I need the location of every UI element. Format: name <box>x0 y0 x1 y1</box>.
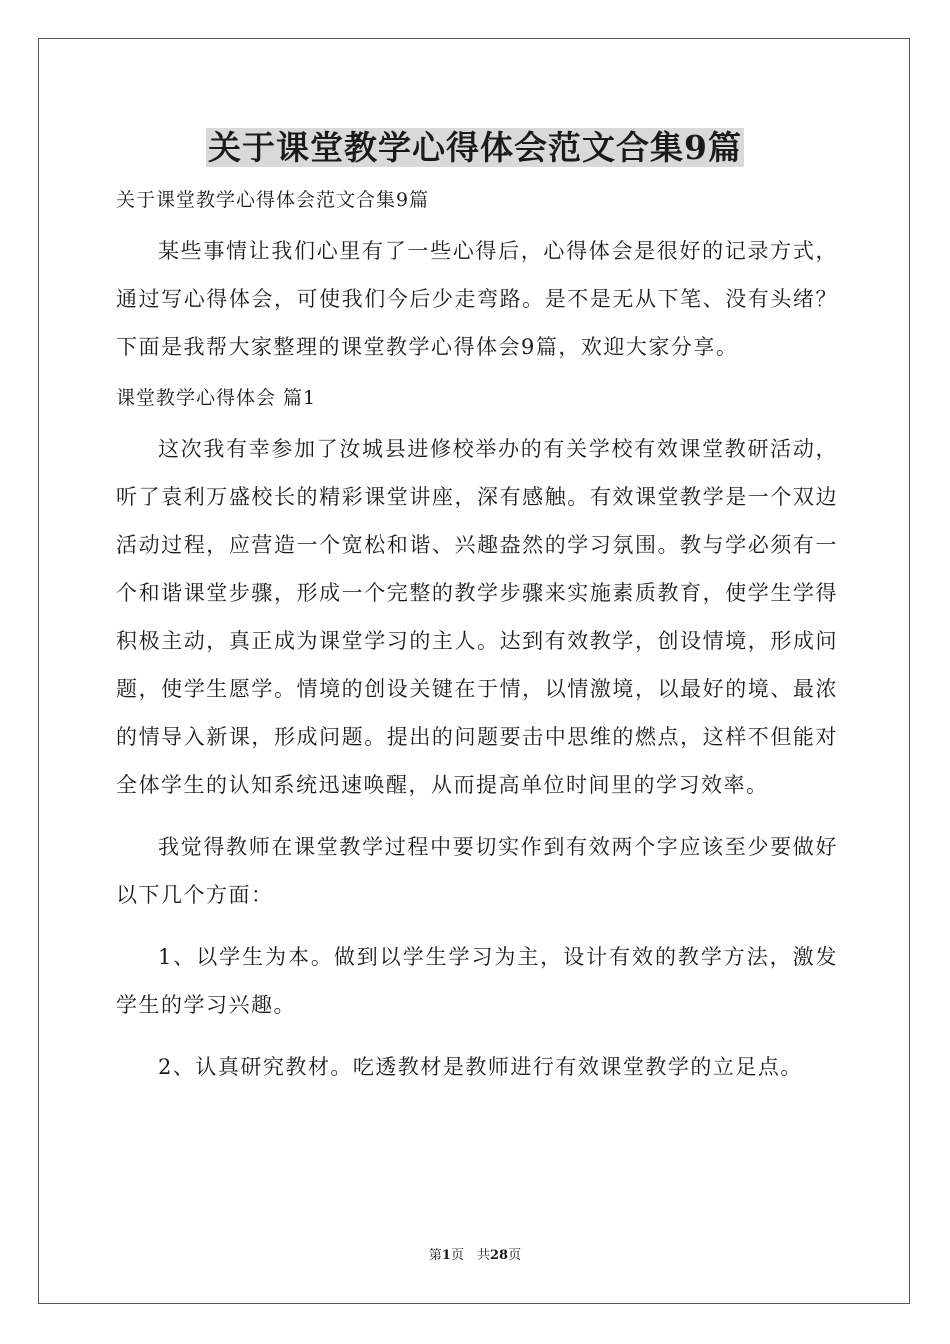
page-total: 28 <box>489 1248 509 1263</box>
intro-paragraph: 某些事情让我们心里有了一些心得后，心得体会是很好的记录方式，通过写心得体会，可使我们今后少走弯路。是不是无从下笔、没有头绪？下面是我帮大家整理的课堂教学心得体会9篇，欢迎大家分享。 <box>116 239 838 359</box>
page-current: 1 <box>441 1248 451 1263</box>
body-paragraph-1: 这次我有幸参加了汝城县进修校举办的有关学校有效课堂教研活动，听了袁利万盛校长的精彩课堂讲座，深有感触。有效课堂教学是一个双边活动过程，应营造一个宽松和谐、兴趣盎然的学习氛围。教与学必须有一个和谐课堂步骤，形成一个完整的教学步骤来实施素质教育，使学生学得积极主动，真正成为课堂学习的主人。达到有效教学，创设情境，形成问题，使学生愿学。情境的创设关键在于情，以情激境，以最好的境、最浓的情导入新课，形成问题。提出的问题要击中思维的燃点，这样不但能对全体学生的认知系统迅速唤醒，从而提高单位时间里的学习效率。 <box>116 437 838 797</box>
document-body <box>116 183 838 1091</box>
document-title-text: 关于课堂教学心得体会范文合集9篇 <box>208 128 742 167</box>
page-mid: 页 共 <box>450 1248 490 1263</box>
body-paragraph-4: 2、认真研究教材。吃透教材是教师进行有效课堂教学的立足点。 <box>158 1055 803 1079</box>
page-prefix: 第 <box>428 1248 442 1263</box>
page-suffix: 页 <box>508 1248 522 1263</box>
document-title <box>0 126 950 170</box>
body-paragraph-3: 1、以学生为本。做到以学生学习为主，设计有效的教学方法，激发学生的学习兴趣。 <box>116 945 838 1017</box>
page-footer <box>0 1247 950 1265</box>
section-heading: 课堂教学心得体会 篇1 <box>116 387 317 409</box>
document-subtitle: 关于课堂教学心得体会范文合集9篇 <box>116 189 430 211</box>
body-paragraph-2: 我觉得教师在课堂教学过程中要切实作到有效两个字应该至少要做好以下几个方面： <box>116 835 838 907</box>
